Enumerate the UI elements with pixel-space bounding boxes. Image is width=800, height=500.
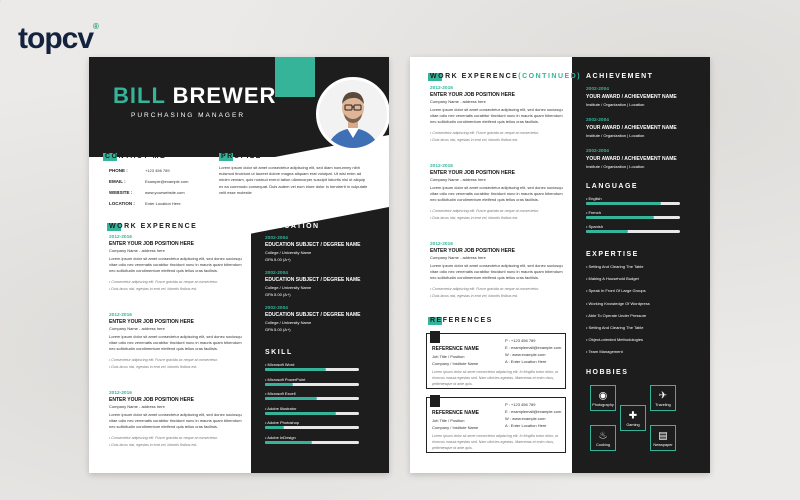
ref-text: Lorem ipsum dolor sit amet consectetur adipiscing elit. In fringilla tortor dolor, ut rhoncus massa egestas sed. Nam ultricies egestas. Maecenas et enim risus, pellentesque id ante quis.	[432, 370, 559, 386]
job-description: Lorem ipsum dolor sit amet consectetur adipiscing elit, sed donec sociosqu vitae odio nec venenatis curabitur tincidunt nunc in mauris quam bibendum nec sollicitudin condimentum eleifend quis tellus cras facilisis.	[430, 185, 563, 203]
education-heading: EDUCATION	[265, 223, 320, 230]
camera-icon: ◉	[598, 390, 608, 402]
edu-gpa: GPA 5.00 (A+)	[265, 292, 291, 297]
achievement-heading: ACHIEVEMENT	[586, 73, 654, 80]
expertise-item: • Speak In Front Of Large Groups	[586, 288, 646, 294]
job-description: Lorem ipsum dolor sit amet consectetur adipiscing elit, sed donec sociosqu vitae odio nec venenatis curabitur tincidunt nunc in mauris quam bibendum nec sollicitudin condimentum eleifend quis tellus cras facilisis.	[430, 263, 563, 281]
award-year: 2002-2004	[586, 118, 609, 123]
location-value: Enter Location Here	[145, 201, 181, 206]
skill-name: • Adobe Illustrator	[265, 405, 297, 411]
hobby-label: Cooking	[596, 443, 610, 447]
contact-heading: CONTACT ME	[105, 153, 167, 160]
job-bullet: • Duis lacus nisi, egestas in erat vel, lobortis finibus est.	[109, 365, 198, 369]
ref-web: W : www.example.com	[505, 416, 546, 421]
job-description: Lorem ipsum dolor sit amet consectetur adipiscing elit, sed donec sociosqu vitae odio nec venenatis curabitur tincidunt nunc in mauris quam bibendum nec sollicitudin condimentum eleifend quis tellus cras facilisis.	[109, 412, 242, 430]
job-bullet: • Duis lacus nisi, egestas in erat vel, lobortis finibus est.	[109, 287, 198, 291]
job-year: 2012-2016	[109, 391, 132, 396]
person-icon	[430, 331, 440, 343]
job-description: Lorem ipsum dolor sit amet consectetur adipiscing elit, sed donec sociosqu vitae odio nec venenatis curabitur tincidunt nunc in mauris quam bibendum nec sollicitudin condimentum eleifend quis tellus cras facilisis.	[109, 334, 242, 352]
job-company: Company Name - address here	[430, 99, 486, 104]
topcv-logo: topcv®	[18, 22, 98, 55]
award-year: 2002-2004	[586, 87, 609, 92]
edu-college: College / University Name	[265, 250, 312, 255]
job-bullet: • Consectetur adipiscing elit. Fusce gravida ac neque at consectetur.	[109, 280, 219, 284]
language-name: • French	[586, 210, 601, 215]
expertise-item: • Object-oriented Methodologies	[586, 337, 643, 343]
skill-name: • Adobe InDesign	[265, 434, 296, 440]
ref-name: REFERENCE NAME	[432, 346, 479, 352]
skill-bar-fill	[265, 441, 312, 444]
job-company: Company Name - address here	[109, 326, 165, 331]
language-name: • English	[586, 196, 602, 201]
language-bar-fill	[586, 202, 661, 205]
first-name: BILL	[113, 83, 166, 108]
last-name: BREWER	[172, 83, 277, 108]
hobby-box	[590, 385, 616, 411]
location-label: LOCATION :	[109, 201, 135, 206]
hobby-box	[590, 425, 616, 451]
gamepad-icon: ✚	[628, 410, 638, 422]
job-position: ENTER YOUR JOB POSITION HERE	[109, 319, 194, 325]
edu-year: 2002-2004	[265, 236, 288, 241]
skill-bar-fill	[265, 426, 284, 429]
profile-text: Lorem ipsum dolor sit amet consectetur adipiscing elit, sed diam nonummy nibh euismod tincidunt ut laoreet dolore magna aliquam erat volutpat. Ut wisi enim ad minim veniam, quis nostrud exerci tation ullamcorper suscipit lobortis nisl ut aliquip ex ea commodo consequat. Duis autem vel eum iriure dolor in hendrerit in vulputate velit esse molestie	[219, 165, 368, 195]
job-bullet: • Consectetur adipiscing elit. Fusce gravida ac neque at consectetur.	[430, 131, 540, 135]
job-company: Company Name - address here	[430, 255, 486, 260]
ref-address: A : Enter Location Here	[505, 423, 547, 428]
job-description: Lorem ipsum dolor sit amet consectetur adipiscing elit, sed donec sociosqu vitae odio nec venenatis curabitur tincidunt nunc in mauris quam bibendum nec sollicitudin condimentum eleifend quis tellus cras facilisis.	[430, 107, 563, 125]
hobby-box	[620, 405, 646, 431]
hobby-box	[650, 425, 676, 451]
ref-phone: P : +123 456 789	[505, 338, 536, 343]
person-icon	[430, 395, 440, 407]
website-value: www.yourwebsite.com	[145, 190, 185, 195]
expertise-item: • Setting And Clearing The Table	[586, 264, 644, 269]
hobby-label: Traveling	[655, 403, 671, 407]
job-bullet: • Consectetur adipiscing elit. Fusce gravida ac neque at consectetur.	[430, 287, 540, 291]
plane-icon: ✈	[658, 390, 668, 402]
ref-job: Job Title / Position	[432, 354, 465, 359]
job-year: 2012-2016	[430, 242, 453, 247]
edu-year: 2002-2004	[265, 271, 288, 276]
job-bullet: • Consectetur adipiscing elit. Fusce gravida ac neque at consectetur.	[430, 209, 540, 213]
skill-bar-fill	[265, 412, 336, 415]
edu-year: 2002-2004	[265, 306, 288, 311]
hobby-label: Gaming	[626, 423, 640, 427]
job-position: ENTER YOUR JOB POSITION HERE	[109, 241, 194, 247]
award-org: Institute / Organization | Location	[586, 164, 645, 169]
expertise-item: • Working Knowledge Of Wordpress	[586, 300, 650, 306]
profile-heading: PROFILE	[221, 153, 262, 160]
job-position: ENTER YOUR JOB POSITION HERE	[430, 92, 515, 98]
award-org: Institute / Organization | Location	[586, 133, 645, 138]
hobby-label: Newspaper	[653, 443, 673, 447]
language-bar-fill	[586, 230, 628, 233]
skill-name: • Microsoft Excell	[265, 391, 296, 396]
award-title: YOUR AWARD / ACHIEVEMENT NAME	[586, 94, 677, 100]
language-heading: LANGUAGE	[586, 183, 639, 190]
references-heading: REFERENCES	[430, 317, 493, 324]
job-title: PURCHASING MANAGER	[131, 112, 246, 119]
chef-icon: ♨	[598, 430, 608, 442]
skill-name: • Microsoft Word	[265, 362, 295, 367]
award-title: YOUR AWARD / ACHIEVEMENT NAME	[586, 125, 677, 131]
award-org: Institute / Organization | Location	[586, 102, 645, 107]
ref-company: Company / Institute Name	[432, 361, 479, 366]
skill-name: • Microsoft PowerPoint	[265, 376, 306, 382]
profile-photo	[316, 77, 389, 151]
edu-gpa: GPA 5.00 (A+)	[265, 327, 291, 332]
job-position: ENTER YOUR JOB POSITION HERE	[430, 248, 515, 254]
award-year: 2002-2004	[586, 149, 609, 154]
job-company: Company Name - address here	[109, 404, 165, 409]
work-heading: WORK EXPERENCE	[109, 223, 198, 230]
hobbies-heading: HOBBIES	[586, 369, 629, 376]
job-bullet: • Duis lacus nisi, egestas in erat vel, lobortis finibus est.	[430, 216, 519, 220]
edu-subject: EDUCATION SUBJECT / DEGREE NAME	[265, 242, 361, 248]
brand-text: topcv	[18, 22, 94, 55]
expertise-heading: EXPERTISE	[586, 251, 639, 258]
hobby-box	[650, 385, 676, 411]
ref-name: REFERENCE NAME	[432, 410, 479, 416]
ref-web: W : www.example.com	[505, 352, 546, 357]
expertise-item: • Team Management	[586, 349, 623, 355]
job-bullet: • Duis lacus nisi, egestas in erat vel, lobortis finibus est.	[430, 138, 519, 142]
job-year: 2012-2016	[109, 313, 132, 318]
edu-subject: EDUCATION SUBJECT / DEGREE NAME	[265, 277, 361, 283]
skill-name: • Adobe Photoshop	[265, 420, 300, 425]
job-position: ENTER YOUR JOB POSITION HERE	[430, 170, 515, 176]
resume-page-1	[89, 57, 389, 473]
language-bar-fill	[586, 216, 654, 219]
skill-heading: SKILL	[265, 349, 293, 356]
skill-bar-fill	[265, 397, 317, 400]
award-title: YOUR AWARD / ACHIEVEMENT NAME	[586, 156, 677, 162]
ref-address: A : Enter Location Here	[505, 359, 547, 364]
expertise-item: • Able To Operate Under Pressure	[586, 312, 647, 318]
phone-value: +123 456 789	[145, 168, 170, 173]
job-bullet: • Duis lacus nisi, egestas in erat vel, lobortis finibus est.	[109, 443, 198, 447]
phone-label: PHONE :	[109, 168, 128, 173]
job-bullet: • Consectetur adipiscing elit. Fusce gravida ac neque at consectetur.	[109, 358, 219, 362]
work-continued-heading: WORK EXPERENCE(CONTINUED)	[430, 73, 582, 80]
email-value: Example@example.com	[145, 179, 189, 184]
job-company: Company Name - address here	[109, 248, 165, 253]
expertise-item: • Setting And Clearing The Table	[586, 325, 644, 330]
website-label: WEBSITE :	[109, 190, 133, 195]
email-label: EMAIL :	[109, 179, 126, 184]
job-year: 2012-2016	[430, 164, 453, 169]
newspaper-icon: ▤	[658, 430, 668, 442]
ref-email: E : examplemail@example.com	[505, 345, 562, 350]
hobby-label: Photography	[592, 403, 614, 407]
resume-page-2	[410, 57, 710, 473]
edu-subject: EDUCATION SUBJECT / DEGREE NAME	[265, 312, 361, 318]
edu-college: College / University Name	[265, 285, 312, 290]
job-year: 2012-2016	[109, 235, 132, 240]
ref-company: Company / Institute Name	[432, 425, 479, 430]
ref-job: Job Title / Position	[432, 418, 465, 423]
job-position: ENTER YOUR JOB POSITION HERE	[109, 397, 194, 403]
language-name: • Spanish	[586, 224, 603, 229]
expertise-item: • Making A Household Budget	[586, 276, 639, 282]
candidate-name	[113, 83, 276, 109]
skill-bar-fill	[265, 383, 293, 386]
job-bullet: • Consectetur adipiscing elit. Fusce gravida ac neque at consectetur.	[109, 436, 219, 440]
skill-bar-fill	[265, 368, 326, 371]
ref-text: Lorem ipsum dolor sit amet consectetur adipiscing elit. In fringilla tortor dolor, ut rhoncus massa egestas sed. Nam ultricies egestas. Maecenas et enim risus, pellentesque id ante quis.	[432, 434, 559, 450]
job-description: Lorem ipsum dolor sit amet consectetur adipiscing elit, sed donec sociosqu vitae odio nec venenatis curabitur tincidunt nunc in mauris quam bibendum nec sollicitudin condimentum eleifend quis tellus cras facilisis.	[109, 256, 242, 274]
ref-email: E : examplemail@example.com	[505, 409, 562, 414]
edu-college: College / University Name	[265, 320, 312, 325]
edu-gpa: GPA 5.00 (A+)	[265, 257, 291, 262]
header-accent-block	[275, 57, 315, 97]
job-bullet: • Duis lacus nisi, egestas in erat vel, lobortis finibus est.	[430, 294, 519, 298]
ref-phone: P : +123 456 789	[505, 402, 536, 407]
job-year: 2012-2016	[430, 86, 453, 91]
job-company: Company Name - address here	[430, 177, 486, 182]
